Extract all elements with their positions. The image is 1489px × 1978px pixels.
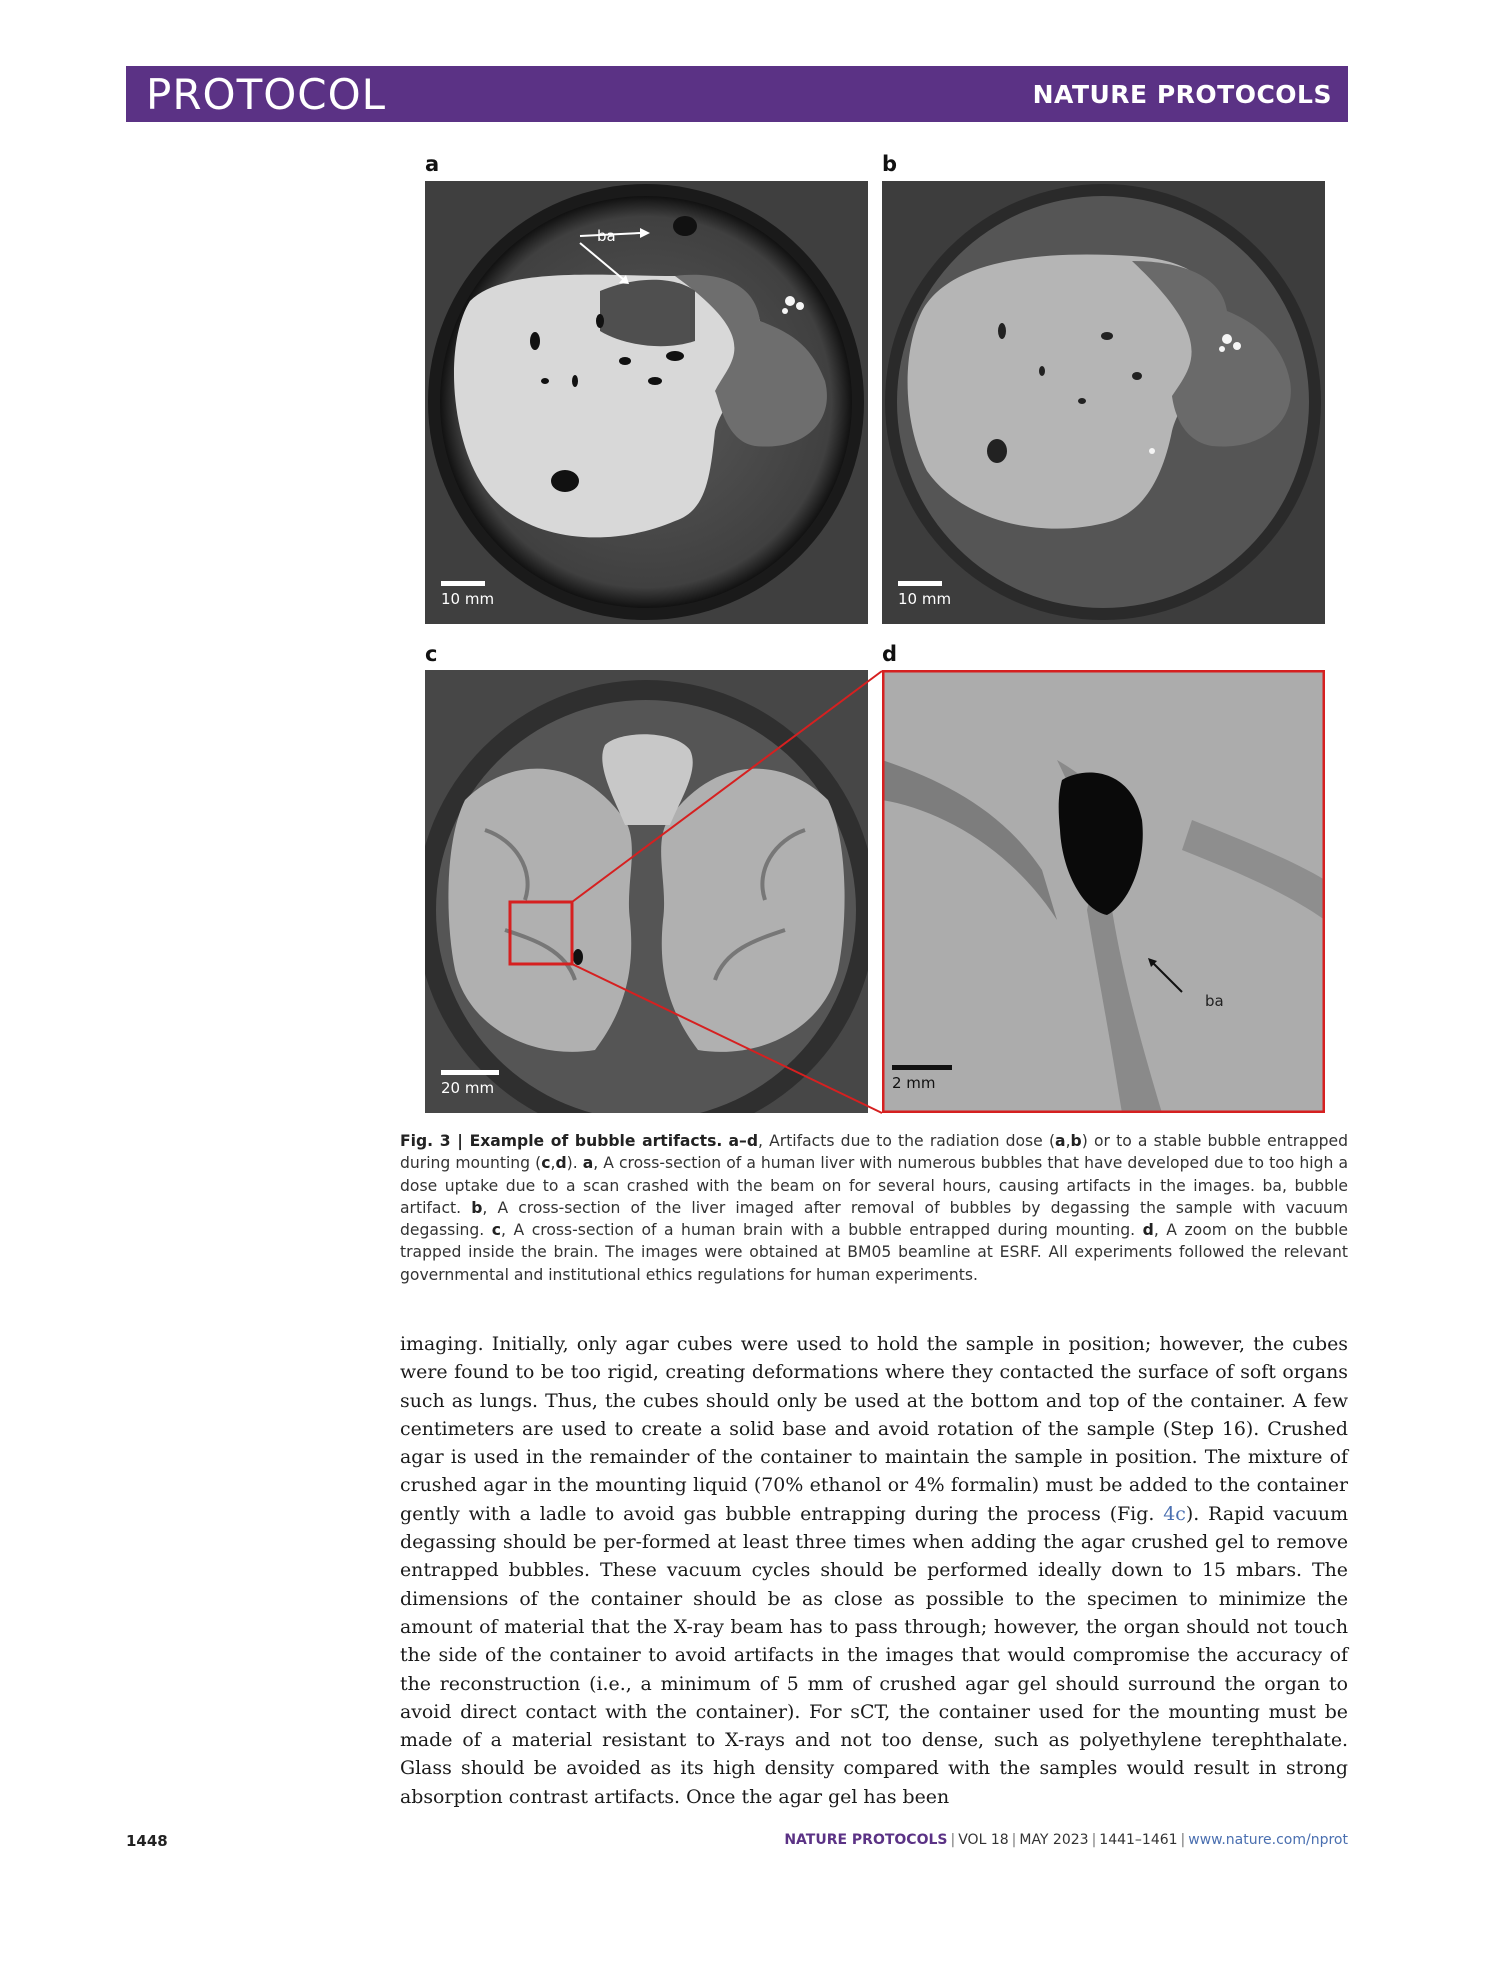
panel-letter-d: d xyxy=(882,642,898,666)
scale-label: 2 mm xyxy=(892,1074,936,1092)
footer-citation: NATURE PROTOCOLS | VOL 18 | MAY 2023 | 1441–1461 | www.nature.com/nprot xyxy=(784,1832,1348,1848)
figure-reference-link[interactable]: 4c xyxy=(1163,1502,1186,1525)
bubble-artifact-label: ba xyxy=(1205,992,1224,1010)
footer-volume: VOL 18 xyxy=(958,1832,1009,1848)
panel-letter-c: c xyxy=(425,642,438,666)
body-paragraph: imaging. Initially, only agar cubes were used to hold the sample in position; however, the cubes were found to be too rigid, creating deformations where they contacted the surface of soft organs such as lungs. Thus, the cubes should only be used at the bottom and top of the container. A few centimeters are used to create a solid base and avoid rotation of the sample (Step 16). Crushed agar is used in the remainder of the container to maintain the sample in position. The mixture of crushed agar in the mounting liquid (70% ethanol or 4% formalin) must be added to the container gently with a ladle to avoid gas bubble entrapping during the process (Fig. 4c). Rapid vacuum degassing should be per-formed at least three times when adding the agar crushed gel to remove entrapped bubbles. These vacuum cycles should be performed ideally down to 15 mbars. The dimensions of the container should be as close as possible to the specimen to minimize the amount of material that the X-ray beam has to pass through; however, the organ should not touch the side of the container to avoid artifacts in the images that would compromise the accuracy of the reconstruction (i.e., a minimum of 5 mm of crushed agar gel should surround the organ to avoid direct contact with the container). For sCT, the container used for the mounting must be made of a material resistant to X-rays and not too dense, such as polyethylene terephthalate. Glass should be avoided as its high density compared with the samples would result in strong absorption contrast artifacts. Once the agar gel has been xyxy=(400,1333,1348,1808)
footer-url-link[interactable]: www.nature.com/nprot xyxy=(1188,1832,1348,1848)
scale-label: 10 mm xyxy=(898,590,952,608)
scale-label: 20 mm xyxy=(441,1079,495,1097)
bubble-artifact-label: ba xyxy=(597,227,616,245)
panel-letter-a: a xyxy=(425,152,440,176)
page-number: 1448 xyxy=(126,1832,168,1850)
journal-name: NATURE PROTOCOLS xyxy=(1032,80,1332,109)
caption-label: Fig. 3 | Example of bubble artifacts. xyxy=(400,1132,723,1150)
section-label: PROTOCOL xyxy=(146,70,387,119)
scale-label: 10 mm xyxy=(441,590,495,608)
figure-caption: Fig. 3 | Example of bubble artifacts. a–d, Artifacts due to the radiation dose (a,b) or to a stable bubble entrapped during mounting (c,d). a, A cross-section of a human liver with numerous bubbles that have developed due to too high a dose uptake due to a scan crashed with the beam on for several hours, causing artifacts in the images. ba, bubble artifact. b, A cross-section of the liver imaged after removal of bubbles by degassing the sample with vacuum degassing. c, A cross-section of a human brain with a bubble entrapped during mounting. d, A zoom on the bubble trapped inside the brain. The images were obtained at BM05 beamline at ESRF. All experiments followed the relevant governmental and institutional ethics regulations for human experiments. xyxy=(400,1132,1349,1284)
footer-date: MAY 2023 xyxy=(1019,1832,1089,1848)
footer-journal: NATURE PROTOCOLS xyxy=(784,1832,948,1848)
footer-pages: 1441–1461 xyxy=(1099,1832,1178,1848)
panel-letter-b: b xyxy=(882,152,898,176)
